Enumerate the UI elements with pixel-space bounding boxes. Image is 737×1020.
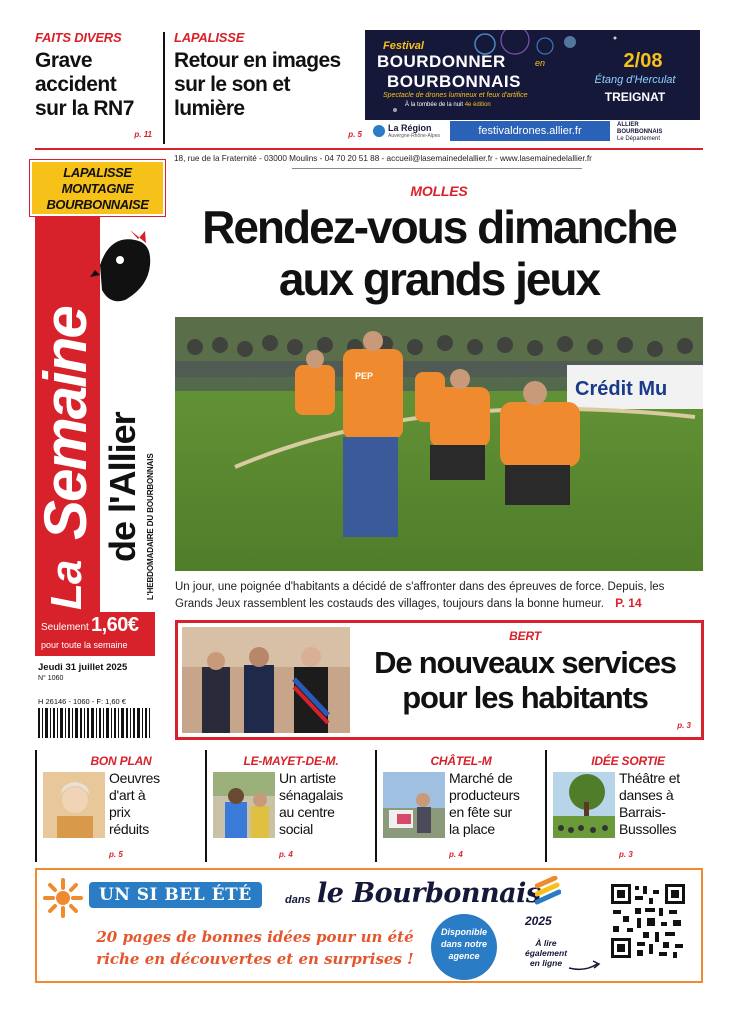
masthead-title-la: La bbox=[42, 560, 91, 610]
brief-kicker: BON PLAN bbox=[90, 754, 152, 768]
teaser-title-line: sur le son et bbox=[174, 73, 290, 96]
brief-text-line: Théâtre et bbox=[619, 770, 680, 786]
brief-text-line: réduits bbox=[109, 821, 149, 837]
brief-bon-plan[interactable] bbox=[35, 750, 200, 862]
caption-text: Un jour, une poignée d'habitants a décidé de s'affronter dans des épreuves de force. Depuis, les Grands Jeux rassemblent les costauds des villages, toujours dans la bonne humeur. bbox=[175, 581, 665, 610]
second-story-photo bbox=[182, 627, 350, 733]
sponsor-banner-text: Crédit Mu bbox=[575, 378, 668, 400]
brief-text-line: sénagalais bbox=[279, 787, 343, 803]
festival-date: 2/08 bbox=[623, 50, 663, 72]
edition-line: MONTAGNE bbox=[61, 181, 134, 196]
brief-text-line: Barrais- bbox=[619, 804, 666, 820]
promo-year: 2025 bbox=[525, 914, 552, 928]
brief-kicker: IDÉE SORTIE bbox=[591, 754, 665, 768]
masthead-title-de-allier: de l'Allier bbox=[102, 412, 143, 562]
main-story-title-line: Rendez-vous dimanche bbox=[202, 201, 676, 253]
brief-text-line: Marché de bbox=[449, 770, 513, 786]
brief-kicker: LE-MAYET-DE-M. bbox=[243, 754, 339, 768]
brief-kicker: CHÂTEL-M bbox=[430, 754, 492, 768]
badge-line: agence bbox=[448, 951, 480, 961]
festival-label: Festival bbox=[383, 40, 424, 52]
department-logo-line: Le Département bbox=[617, 136, 661, 142]
sun-icon bbox=[43, 878, 83, 918]
barcode-text: H 26146 - 1060 - F: 1,60 € bbox=[38, 697, 126, 706]
tug-of-war-scene bbox=[175, 317, 703, 571]
main-story-title-line: aux grands jeux bbox=[278, 253, 600, 305]
online-line: À lire bbox=[535, 938, 557, 948]
brief-text bbox=[279, 770, 343, 838]
arrow-icon bbox=[567, 958, 603, 974]
page-reference: p. 5 bbox=[348, 130, 362, 139]
promo-title-c: le Bourbonnais bbox=[317, 878, 541, 909]
team-shirt-text: PEP bbox=[355, 371, 374, 381]
edition-line: BOURBONNAISE bbox=[46, 197, 149, 212]
main-story-photo[interactable] bbox=[175, 317, 703, 571]
teaser-faits-divers[interactable] bbox=[35, 30, 160, 142]
second-story-kicker: BERT bbox=[509, 629, 541, 643]
teaser-title bbox=[174, 49, 364, 121]
issue-date: Jeudi 31 juillet 2025 bbox=[38, 662, 128, 673]
badge-line: Disponible bbox=[440, 927, 487, 937]
second-story[interactable] bbox=[175, 620, 704, 740]
teaser-title bbox=[35, 49, 160, 121]
festival-sub-text: À la tombée de la nuit bbox=[405, 102, 464, 108]
main-story-caption bbox=[175, 579, 703, 612]
header-rule bbox=[35, 148, 703, 150]
barcode bbox=[38, 708, 156, 738]
brief-text bbox=[449, 770, 520, 838]
brief-photo bbox=[43, 772, 105, 838]
teaser-title-line: accident bbox=[35, 73, 117, 96]
teaser-title-line: Grave bbox=[35, 49, 93, 72]
festival-en: en bbox=[535, 58, 546, 68]
second-story-title-line: De nouveaux services bbox=[374, 645, 676, 680]
page-reference: p. 5 bbox=[109, 850, 123, 859]
price-value: 1,60€ bbox=[91, 614, 139, 636]
promo-line1: 20 pages de bonnes idées pour un été bbox=[96, 928, 414, 946]
festival-name-line2: BOURBONNAIS bbox=[387, 72, 521, 91]
price-box bbox=[35, 612, 155, 656]
promo-line2: riche en découvertes et en surprises ! bbox=[96, 950, 414, 968]
brief-text-line: Un artiste bbox=[279, 770, 336, 786]
page-reference: p. 3 bbox=[619, 850, 633, 859]
festival-sub bbox=[405, 102, 491, 108]
price-sub: pour toute la semaine bbox=[41, 640, 128, 650]
contact-address-line: 18, rue de la Fraternité - 03000 Moulins - 04 70 20 51 88 - accueil@lasemainedelallier.fr - www.lasemainedelallier.fr bbox=[174, 154, 592, 163]
teaser-title-line: Retour en images bbox=[174, 49, 341, 72]
brief-text-line: au centre bbox=[279, 804, 335, 820]
department-logo-line: ALLIER bbox=[617, 122, 639, 128]
read-online-label bbox=[525, 938, 567, 968]
teaser-kicker: FAITS DIVERS bbox=[35, 30, 122, 45]
teaser-title-line: sur la RN7 bbox=[35, 97, 134, 120]
festival-edition: 4e édition bbox=[464, 102, 491, 108]
festival-url[interactable]: festivaldrones.allier.fr bbox=[450, 121, 610, 141]
brief-text-line: la place bbox=[449, 821, 495, 837]
brief-text-line: producteurs bbox=[449, 787, 520, 803]
department-logo-line: BOURBONNAIS bbox=[617, 129, 663, 135]
brief-chatel[interactable] bbox=[375, 750, 540, 862]
color-stripes-icon bbox=[535, 876, 561, 906]
brief-text-line: danses à bbox=[619, 787, 674, 803]
ad-sponsor-strip bbox=[365, 120, 700, 144]
main-story-title bbox=[174, 201, 704, 305]
address-underline bbox=[292, 168, 582, 169]
brief-text-line: d'art à bbox=[109, 787, 146, 803]
brief-text-line: Oeuvres bbox=[109, 770, 160, 786]
brief-photo bbox=[213, 772, 275, 838]
brief-text-line: Bussolles bbox=[619, 821, 677, 837]
online-line: également bbox=[525, 948, 568, 958]
promo-title-a: UN SI BEL ÉTÉ bbox=[89, 882, 262, 908]
department-logo bbox=[617, 122, 662, 143]
badge-line: dans notre bbox=[440, 939, 487, 949]
region-logo bbox=[373, 123, 440, 139]
edition-box bbox=[30, 160, 165, 216]
brief-photo bbox=[383, 772, 445, 838]
page-reference: p. 3 bbox=[677, 721, 691, 730]
column-divider bbox=[163, 32, 165, 144]
briefs-row bbox=[35, 750, 705, 862]
teaser-title-line: lumière bbox=[174, 97, 245, 120]
available-in-agency-badge bbox=[431, 914, 497, 980]
page-reference: p. 11 bbox=[134, 130, 152, 139]
masthead-tagline: L'HEBDOMADAIRE DU BOURBONNAIS bbox=[146, 453, 155, 600]
edition-line: LAPALISSE bbox=[63, 165, 132, 180]
second-story-title-line: pour les habitants bbox=[402, 680, 648, 715]
brief-text-line: en fête sur bbox=[449, 804, 512, 820]
price-prefix: Seulement bbox=[41, 622, 89, 633]
festival-tagline: Spectacle de drones lumineux et feux d'artifice bbox=[383, 92, 528, 99]
brief-text-line: social bbox=[279, 821, 313, 837]
festival-name-line1: BOURDONNER bbox=[377, 52, 506, 71]
brief-idee-sortie[interactable] bbox=[545, 750, 705, 862]
brief-text bbox=[109, 770, 160, 838]
main-story-kicker: MOLLES bbox=[410, 183, 468, 199]
page-reference: p. 4 bbox=[279, 850, 293, 859]
masthead-title-semaine: Semaine bbox=[32, 307, 99, 540]
region-logo-sub: Auvergne-Rhône-Alpes bbox=[388, 133, 440, 139]
brief-photo bbox=[553, 772, 615, 838]
second-story-title bbox=[353, 645, 697, 715]
qr-code[interactable] bbox=[609, 882, 687, 960]
festival-ad[interactable] bbox=[365, 30, 700, 120]
page-reference: P. 14 bbox=[615, 596, 642, 610]
brief-text-line: prix bbox=[109, 804, 131, 820]
festival-place: Étang d'Herculat bbox=[594, 74, 676, 86]
rooster-logo bbox=[90, 225, 160, 315]
issue-number: N° 1060 bbox=[38, 675, 64, 682]
festival-town: TREIGNAT bbox=[604, 90, 666, 104]
online-line: en ligne bbox=[529, 958, 563, 968]
brief-le-mayet[interactable] bbox=[205, 750, 370, 862]
page-reference: p. 4 bbox=[449, 850, 463, 859]
brief-text bbox=[619, 770, 680, 838]
region-logo-text: La Région bbox=[388, 123, 432, 133]
teaser-lapalisse[interactable] bbox=[174, 30, 364, 142]
summer-promo-banner[interactable] bbox=[35, 868, 703, 983]
region-logo-icon bbox=[373, 125, 385, 137]
promo-title-b: dans bbox=[285, 894, 311, 906]
teaser-kicker: LAPALISSE bbox=[174, 30, 245, 45]
